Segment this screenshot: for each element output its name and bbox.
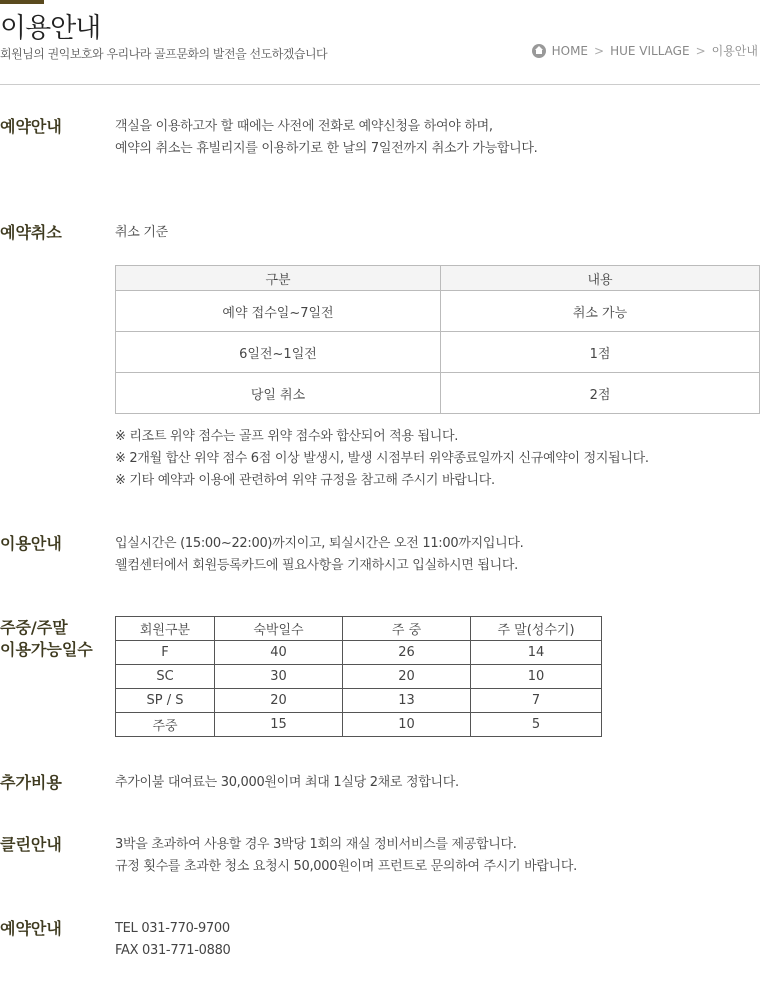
note-line: ※ 기타 예약과 이용에 관련하여 위약 규정을 참고해 주시기 바랍니다. [115, 473, 495, 488]
reservation-line: 예약의 취소는 휴빌리지를 이용하기로 한 날의 7일전까지 취소가 가능합니다. [115, 141, 538, 156]
breadcrumb [532, 42, 758, 59]
contact-fax: FAX 031-771-0880 [115, 943, 231, 958]
chevron-right-icon: > [594, 43, 605, 58]
note-line: ※ 2개월 합산 위약 점수 6점 이상 발생시, 발생 시점부터 위약종료일까지 신규예약이 정지됩니다. [115, 451, 649, 466]
breadcrumb-home[interactable]: HOME [551, 43, 589, 58]
table-cell: 2점 [441, 373, 760, 414]
chevron-right-icon: > [695, 43, 706, 58]
table-cell: 30 [215, 665, 343, 689]
breadcrumb-hue-village[interactable]: HUE VILLAGE [610, 43, 690, 58]
clean-text [115, 834, 577, 878]
section-title-clean: 클린안내 [0, 835, 62, 854]
table-cell: 6일전~1일전 [116, 332, 441, 373]
table-cell: 20 [343, 665, 471, 689]
note-line: ※ 리조트 위약 점수는 골프 위약 점수와 합산되어 적용 됩니다. [115, 429, 459, 444]
table-header-cell: 주 중 [343, 617, 471, 641]
table-cell: 10 [471, 665, 602, 689]
table-header-cell: 내용 [441, 266, 760, 291]
section-title-usage: 이용안내 [0, 534, 62, 553]
section-title-contact: 예약안내 [0, 919, 62, 938]
section-title-days-line1: 주중/주말 [0, 618, 68, 637]
table-header-cell: 주 말(성수기) [471, 617, 602, 641]
table-row [116, 689, 602, 713]
contact-tel[interactable]: TEL 031-770-9700 [115, 921, 230, 936]
section-title-days [0, 617, 93, 661]
table-cell: 5 [471, 713, 602, 737]
table-cell: F [116, 641, 215, 665]
usage-line: 입실시간은 (15:00~22:00)까지이고, 퇴실시간은 오전 11:00까지입니다. [115, 536, 524, 551]
cancel-table [115, 265, 760, 414]
clean-line: 규정 횟수를 초과한 청소 요청시 50,000원이며 프런트로 문의하여 주시기 바랍니다. [115, 859, 578, 874]
page-subtitle: 회원님의 권익보호와 우리나라 골프문화의 발전을 선도하겠습니다 [0, 47, 328, 61]
section-title-days-line2: 이용가능일수 [0, 640, 93, 659]
table-cell: 26 [343, 641, 471, 665]
table-row [116, 641, 602, 665]
table-cell: 40 [215, 641, 343, 665]
table-cell: 7 [471, 689, 602, 713]
table-cell: 13 [343, 689, 471, 713]
table-cell: 당일 취소 [116, 373, 441, 414]
table-header-row [116, 266, 760, 291]
table-header-cell: 회원구분 [116, 617, 215, 641]
section-title-extra: 추가비용 [0, 773, 62, 792]
section-title-cancel: 예약취소 [0, 223, 62, 242]
title-accent-bar [0, 0, 44, 4]
table-cell: SC [116, 665, 215, 689]
cancel-intro: 취소 기준 [115, 225, 168, 240]
table-row [116, 332, 760, 373]
table-cell: 예약 접수일~7일전 [116, 291, 441, 332]
table-header-cell: 숙박일수 [215, 617, 343, 641]
table-cell: 1점 [441, 332, 760, 373]
cancel-notes [115, 426, 649, 492]
table-header-cell: 구분 [116, 266, 441, 291]
table-cell: SP / S [116, 689, 215, 713]
usage-text [115, 533, 523, 577]
table-row [116, 373, 760, 414]
table-cell: 20 [215, 689, 343, 713]
table-header-row [116, 617, 602, 641]
clean-line: 3박을 초과하여 사용할 경우 3박당 1회의 재실 정비서비스를 제공합니다. [115, 837, 517, 852]
table-row [116, 713, 602, 737]
table-cell: 취소 가능 [441, 291, 760, 332]
table-cell: 14 [471, 641, 602, 665]
days-table [115, 616, 602, 737]
reservation-text [115, 116, 537, 160]
contact-text [115, 918, 231, 962]
page-title: 이용안내 [0, 13, 101, 44]
table-cell: 15 [215, 713, 343, 737]
table-cell: 주중 [116, 713, 215, 737]
table-cell: 10 [343, 713, 471, 737]
breadcrumb-current: 이용안내 [711, 44, 758, 58]
reservation-line: 객실을 이용하고자 할 때에는 사전에 전화로 예약신청을 하여야 하며, [115, 119, 493, 134]
table-row [116, 291, 760, 332]
section-title-reservation: 예약안내 [0, 117, 62, 136]
header-divider [0, 84, 760, 85]
home-icon[interactable] [532, 44, 546, 58]
table-row [116, 665, 602, 689]
extra-text: 추가이불 대여료는 30,000원이며 최대 1실당 2채로 정합니다. [115, 775, 459, 790]
usage-line: 웰컴센터에서 회원등록카드에 필요사항을 기재하시고 입실하시면 됩니다. [115, 558, 518, 573]
